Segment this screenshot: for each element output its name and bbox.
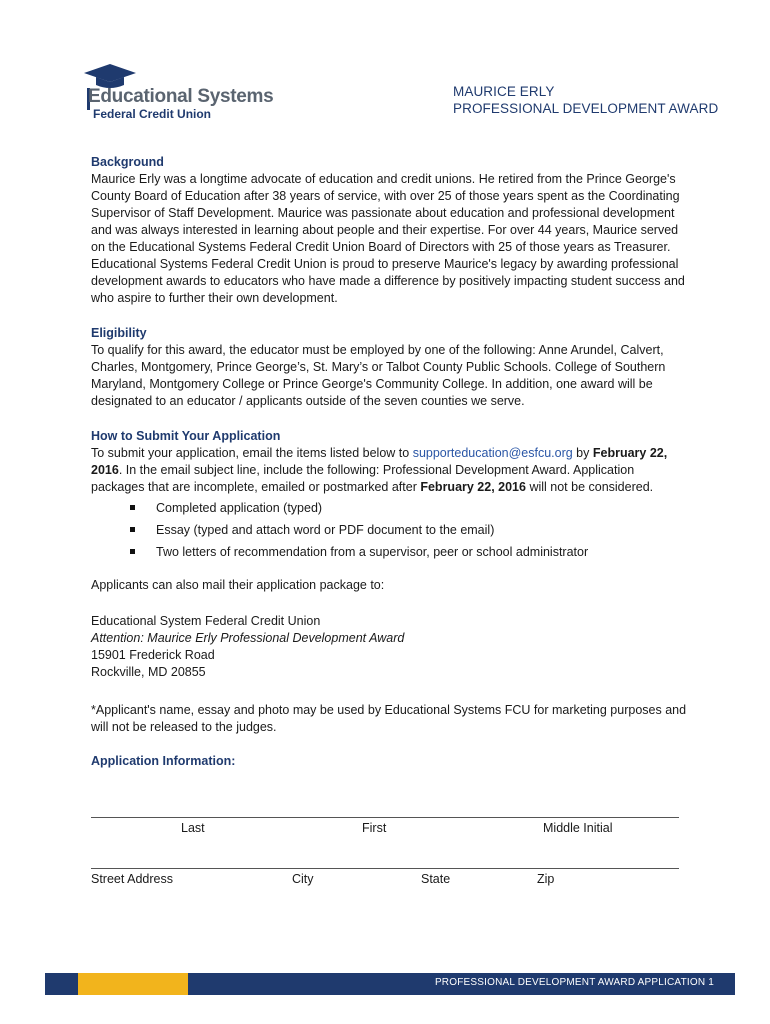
submit-heading: How to Submit Your Application: [91, 429, 281, 443]
requirements-list: [130, 497, 588, 563]
list-item: [130, 519, 588, 541]
title-line-1: MAURICE ERLY: [453, 84, 555, 99]
bullet-icon: [130, 505, 135, 510]
deadline-2: February 22, 2016: [420, 480, 526, 494]
disclaimer-text: *Applicant's name, essay and photo may be used by Educational Systems FCU for marketing purposes and will not be released to the judges.: [91, 703, 687, 734]
list-item: [130, 497, 588, 519]
address-field-line[interactable]: [91, 868, 679, 869]
support-email-link[interactable]: supporteducation@esfcu.org: [412, 446, 573, 460]
submit-section: [91, 428, 691, 496]
mailing-address: [91, 613, 691, 681]
application-heading: Application Information:: [91, 754, 236, 768]
title-line-2: PROFESSIONAL DEVELOPMENT AWARD: [453, 101, 719, 116]
city-label: City: [292, 872, 314, 886]
address-line-3: 15901 Frederick Road: [91, 648, 215, 662]
deadline-1: February 22, 2016: [91, 446, 668, 477]
bullet-icon: [130, 549, 135, 554]
submit-text: [91, 445, 691, 496]
logo-name: Educational Systems: [88, 86, 274, 107]
footer-text: PROFESSIONAL DEVELOPMENT AWARD APPLICATION 1: [434, 977, 714, 988]
esfcu-logo: [80, 62, 274, 122]
footer-band-navy-left: [45, 973, 78, 995]
background-section: [91, 154, 691, 307]
address-line-1: Educational System Federal Credit Union: [91, 614, 321, 628]
first-name-label: First: [362, 821, 387, 835]
last-name-label: Last: [181, 821, 205, 835]
mail-intro: Applicants can also mail their application package to:: [91, 578, 385, 592]
address-line-2: Attention: Maurice Erly Professional Development Award: [91, 631, 405, 645]
state-label: State: [421, 872, 451, 886]
address-line-4: Rockville, MD 20855: [91, 665, 206, 679]
eligibility-text: To qualify for this award, the educator must be employed by one of the following: Anne Arundel, Calvert, Charles, Montgomery, Prince George’s, St. Mary’s or Talbot County Public Schools. College of Southern Maryland, Montgomery College or Prince George's Community College. In addition, one award will be designated to an educator / applicants outside of the seven counties we serve.: [91, 343, 666, 408]
background-heading: Background: [91, 155, 164, 169]
list-item: [130, 541, 588, 563]
submit-text-1: To submit your application, email the items listed below to: [91, 446, 413, 460]
eligibility-heading: Eligibility: [91, 326, 147, 340]
name-field-line[interactable]: [91, 817, 679, 818]
zip-label: Zip: [537, 872, 555, 886]
footer-band-gold: [78, 973, 188, 995]
background-text: Maurice Erly was a longtime advocate of education and credit unions. He retired from the Prince George's County Board of Education after 38 years of service, with over 25 of those years spent as the Coordinating Supervisor of Staff Development. Maurice was passionate about education and professional development and was always interested in learning about people and their expertise. For over 44 years, Maurice served on the Educational Systems Federal Credit Union Board of Directors with 25 of those years as Treasurer. Educational Systems Federal Credit Union is proud to preserve Maurice's legacy by awarding professional development awards to educators who have made a difference by positively impacting student success and who aspire to further their own development.: [91, 172, 685, 305]
street-address-label: Street Address: [91, 872, 173, 886]
submit-text-3: . In the email subject line, include the following: Professional Development Award. Application packages that are incomplete, emailed or postmarked after: [91, 463, 635, 494]
eligibility-section: [91, 325, 691, 410]
page-title: [453, 83, 718, 117]
list-item-text: Essay (typed and attach word or PDF document to the email): [156, 523, 495, 537]
list-item-text: Completed application (typed): [156, 501, 323, 515]
logo-subname: Federal Credit Union: [93, 107, 212, 121]
list-item-text: Two letters of recommendation from a supervisor, peer or school administrator: [156, 545, 589, 559]
submit-text-4: will not be considered.: [525, 480, 654, 494]
submit-text-2: by: [572, 446, 593, 460]
middle-initial-label: Middle Initial: [543, 821, 613, 835]
bullet-icon: [130, 527, 135, 532]
